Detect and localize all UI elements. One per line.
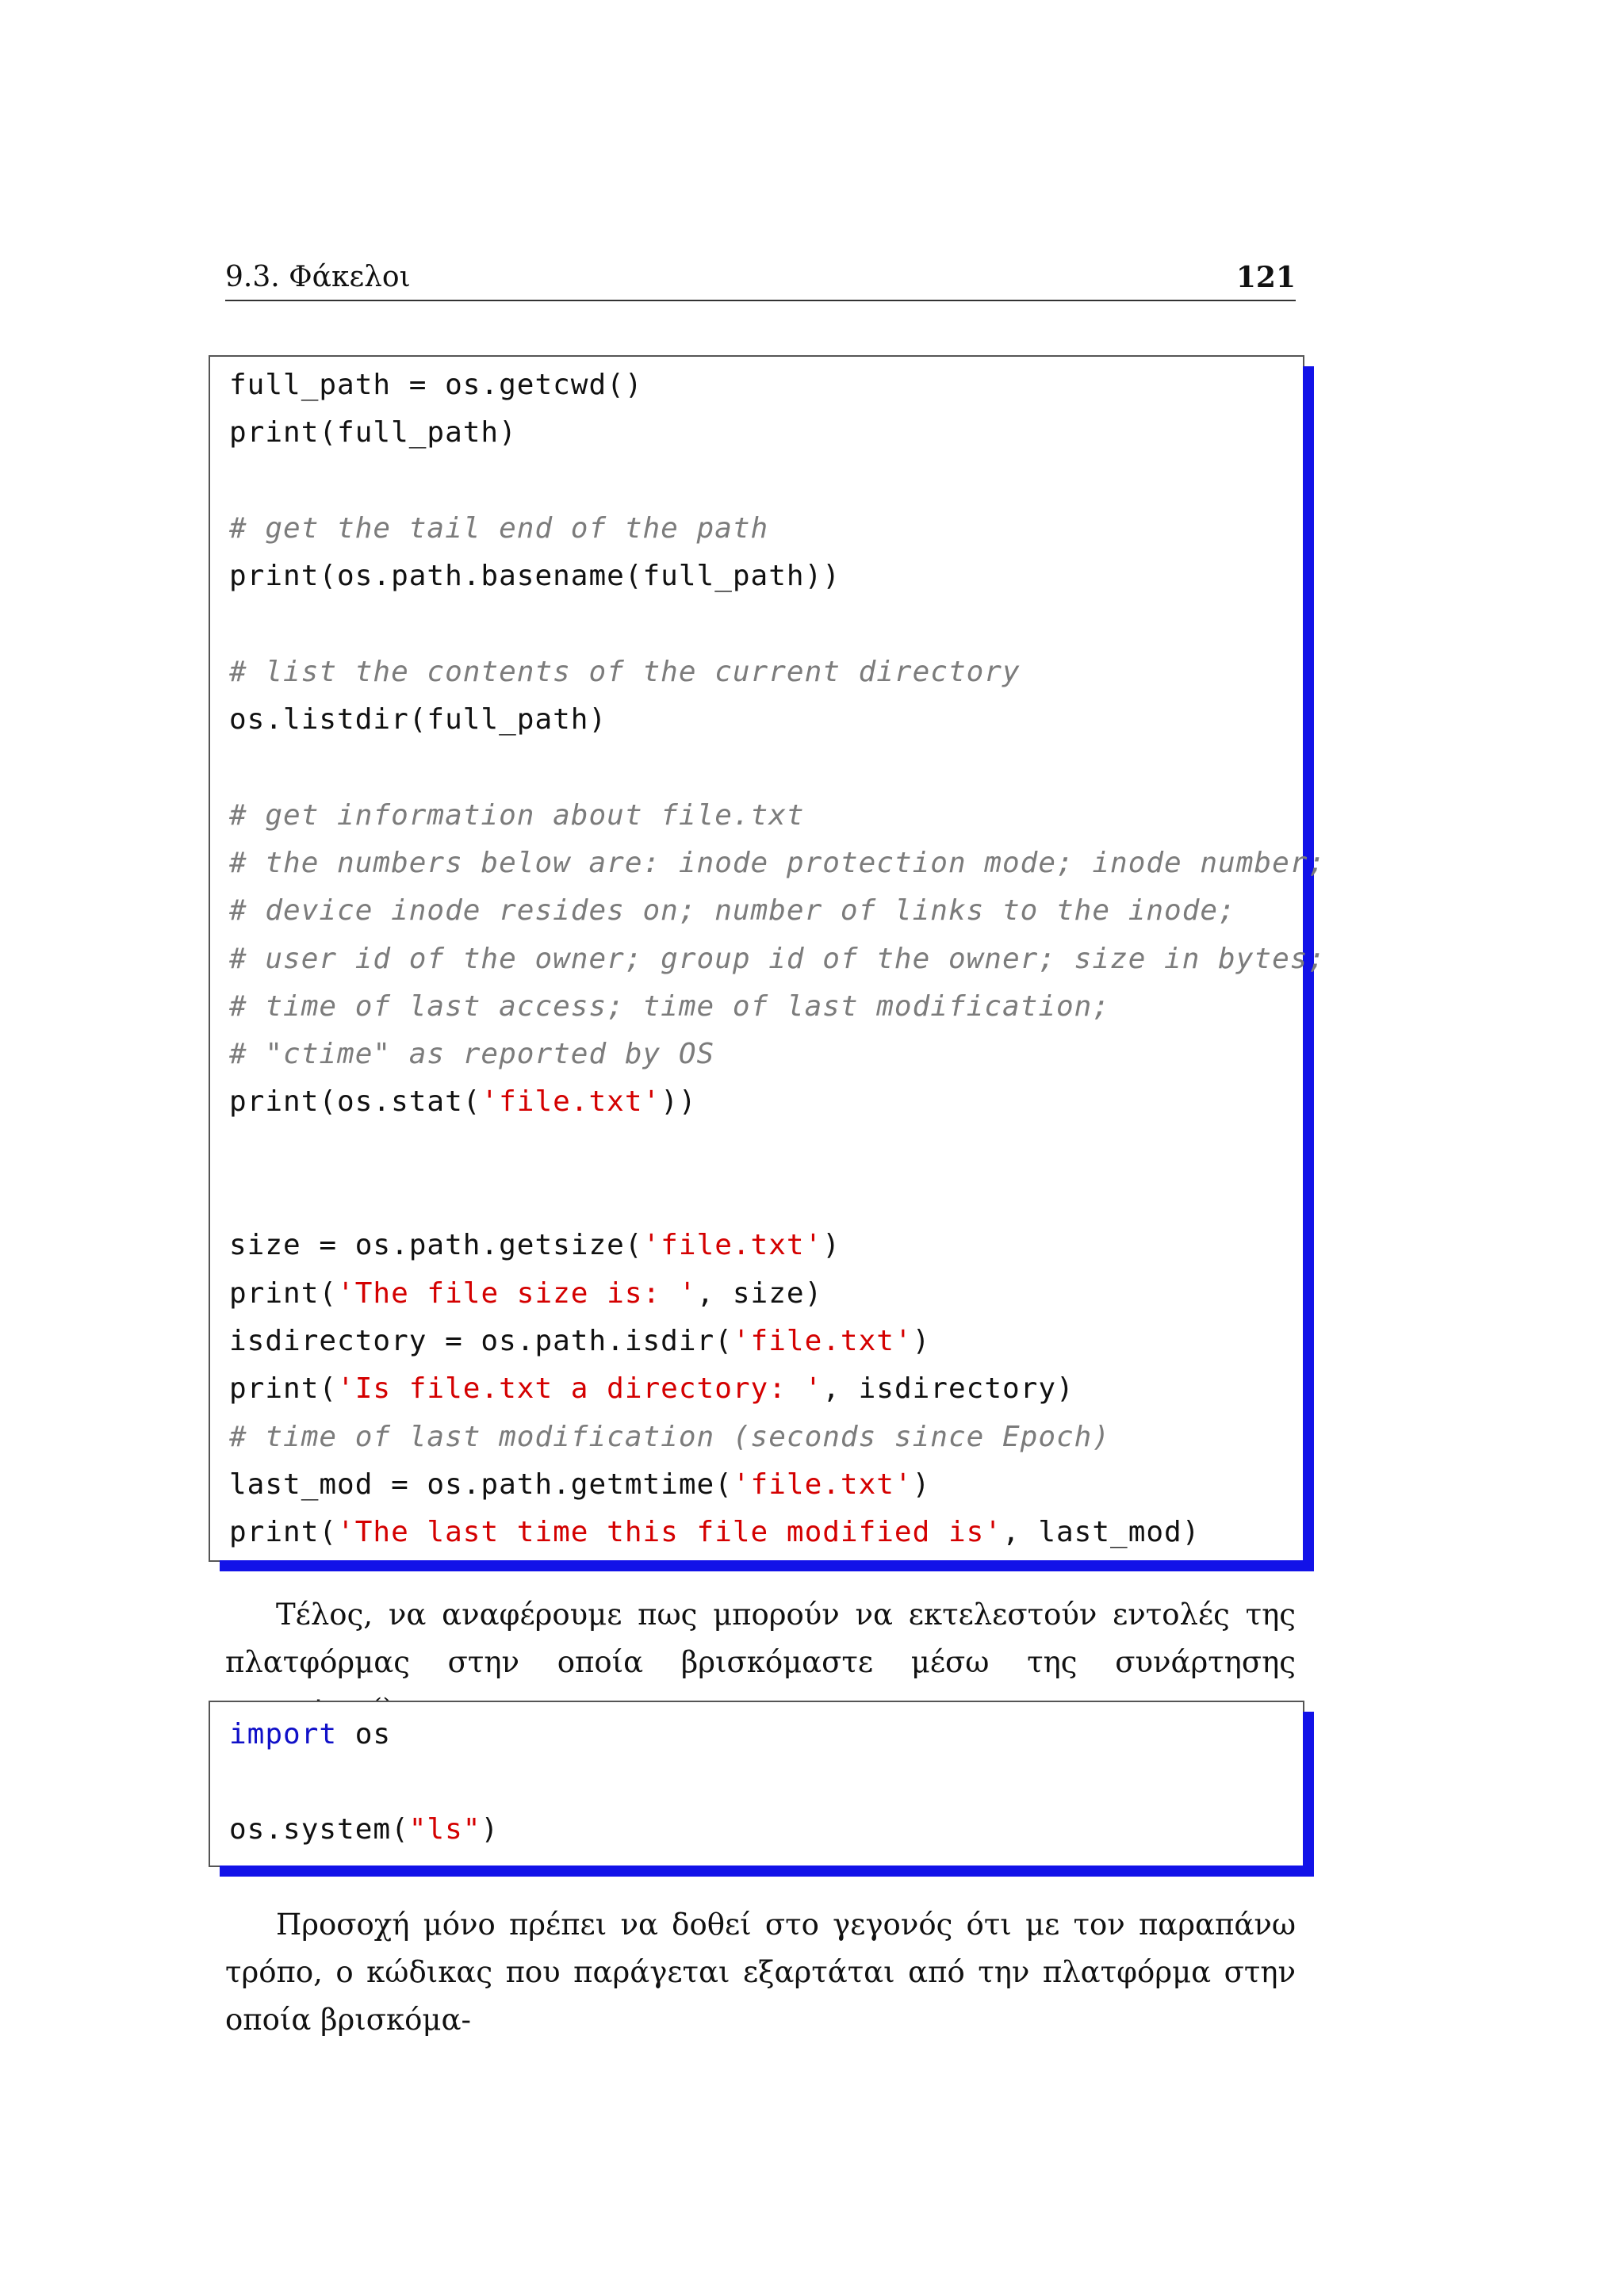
code-text: ): [481, 1813, 500, 1846]
code-comment: # get information about file.txt: [229, 798, 805, 832]
code-text: ): [912, 1468, 931, 1501]
frame-shadow-bottom: [220, 1560, 1314, 1571]
code-string: 'The file size is: ': [337, 1276, 697, 1310]
code-text: )): [661, 1085, 697, 1119]
code-line: [229, 1758, 499, 1806]
code-comment: # get the tail end of the path: [229, 511, 769, 545]
code-line: [229, 1078, 1326, 1126]
code-text: , size): [696, 1276, 823, 1310]
code-text: ): [912, 1324, 931, 1357]
frame-shadow-bottom: [220, 1866, 1314, 1877]
code-line: [229, 1222, 1326, 1269]
code-text: print(: [229, 1372, 338, 1406]
code-line: [229, 887, 1326, 935]
code-text: print(os.path.basename(full_path)): [229, 560, 841, 593]
code-line: [229, 553, 1326, 600]
code-line: [229, 1414, 1326, 1461]
code-line: [229, 792, 1326, 840]
code-line: [229, 840, 1326, 887]
code-comment: # the numbers below are: inode protection mode; inode number;: [229, 846, 1327, 879]
code-text: , isdirectory): [822, 1372, 1074, 1406]
code-line: [229, 1461, 1326, 1509]
code-line: [229, 1509, 1326, 1556]
code-line: [229, 1711, 499, 1758]
code-string: 'file.txt': [732, 1324, 913, 1357]
code-text: os: [337, 1718, 392, 1751]
code-line: [229, 362, 1326, 409]
code-comment: # "ctime" as reported by OS: [229, 1038, 715, 1071]
code-string: 'file.txt': [732, 1468, 913, 1501]
code-line: [229, 1031, 1326, 1078]
code-line: [229, 1174, 1326, 1222]
code-text: os.listdir(full_path): [229, 703, 607, 737]
code-line: [229, 1806, 499, 1854]
code-line: [229, 1270, 1326, 1318]
code-listing-1: [209, 355, 1327, 1562]
code-line: [229, 1365, 1326, 1413]
code-text: , last_mod): [1002, 1516, 1201, 1549]
page-number: 121: [1235, 261, 1296, 294]
code-listing-2: [209, 1701, 1304, 1867]
code-line: [229, 649, 1326, 696]
code-line: [229, 696, 1326, 744]
code-string: 'file.txt': [481, 1085, 661, 1119]
code-text: print(full_path): [229, 416, 517, 450]
section-title: 9.3. Φάκελοι: [225, 261, 411, 293]
code-text: os.system(: [229, 1813, 409, 1846]
code-string: "ls": [408, 1813, 481, 1846]
code-comment: # time of last modification (seconds since Epoch): [229, 1420, 1111, 1453]
code-text: last_mod = os.path.getmtime(: [229, 1468, 733, 1501]
code-line: [229, 505, 1326, 553]
code-comment: # list the contents of the current directory: [229, 655, 1021, 688]
code-comment: # user id of the owner; group id of the owner; size in bytes;: [229, 942, 1327, 975]
code-line: [229, 409, 1326, 457]
code-line: [229, 1318, 1326, 1365]
code-comment: # time of last access; time of last modification;: [229, 989, 1111, 1023]
code-text: full_path = os.getcwd(): [229, 369, 643, 401]
code-text: print(: [229, 1516, 338, 1549]
code-lines: [229, 362, 1326, 1556]
body-paragraph-1: Τέλος, να αναφέρουμε πως μπορούν να εκτελεστούν εντολές της πλατφόρμας στην οποία βρισκόμαστε μέσω της συνάρτησης: [225, 1598, 1296, 1679]
code-text: ): [822, 1229, 841, 1262]
body-paragraph-2: Προσοχή μόνο πρέπει να δοθεί στο γεγονός ότι με τον παραπάνω τρόπο, ο κώδικας που παράγεται εξαρτάται από την πλατφόρμα στην οποία βρισκόμα-: [225, 1908, 1296, 2037]
code-text: print(: [229, 1276, 338, 1310]
code-string: 'file.txt': [642, 1229, 823, 1262]
frame-shadow-right: [1303, 1712, 1314, 1877]
code-line: [229, 1127, 1326, 1174]
code-line: [229, 600, 1326, 648]
code-line: [229, 744, 1326, 791]
code-line: [229, 457, 1326, 505]
code-comment: # device inode resides on; number of links to the inode;: [229, 894, 1236, 928]
code-string: 'The last time this file modified is': [337, 1516, 1002, 1549]
code-text: print(os.stat(: [229, 1085, 481, 1119]
code-line: [229, 983, 1326, 1031]
running-header: [225, 258, 1296, 301]
code-keyword: import: [229, 1718, 338, 1751]
code-line: [229, 936, 1326, 983]
code-lines: [229, 1711, 499, 1854]
code-string: 'Is file.txt a directory: ': [337, 1372, 823, 1406]
code-text: size = os.path.getsize(: [229, 1229, 643, 1262]
code-text: isdirectory = os.path.isdir(: [229, 1324, 733, 1357]
